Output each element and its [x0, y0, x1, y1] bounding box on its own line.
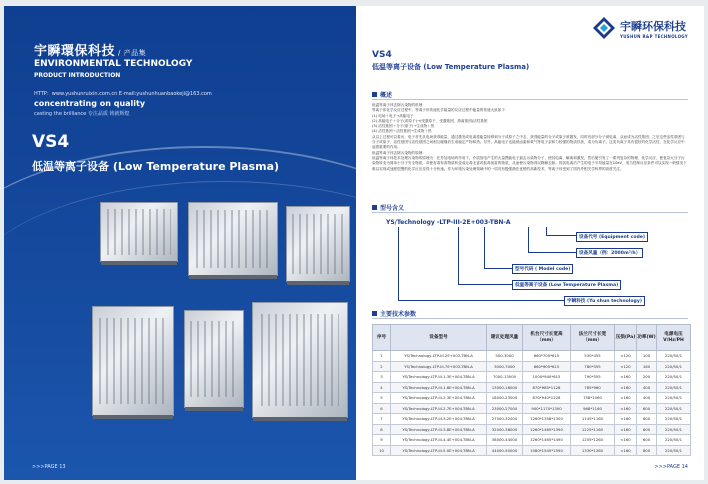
- table-cell: <160: [615, 393, 637, 404]
- table-cell: 900*1170*1300: [523, 403, 571, 414]
- tagline-en-1: ENVIRONMENTAL TECHNOLOGY: [34, 59, 193, 69]
- table-row: [373, 361, 691, 372]
- right-page: [356, 6, 704, 480]
- table-cell: 220/50/1: [657, 372, 691, 383]
- table-cell: YS/Technology-LTP-III-4.4E+004-TBN-A: [391, 435, 487, 446]
- section-square-icon: [372, 205, 377, 210]
- table-cell: 1580*1545*1590: [523, 445, 571, 456]
- product-image: [100, 202, 178, 262]
- contact-line: HTTP：www.yushunruixin.com.cn E-mail:yushunhuanbaokeji@163.com: [34, 91, 212, 97]
- section-square-icon: [372, 92, 377, 97]
- table-cell: 600: [637, 424, 657, 435]
- model-label-model-code: 型号代码 ( Model code): [512, 264, 573, 274]
- table-header-cell: 压损(Pa): [615, 325, 637, 351]
- table-cell: 1145*1160: [571, 414, 615, 425]
- table-cell: 13000-18000: [487, 382, 523, 393]
- table-cell: 220/50/1: [657, 414, 691, 425]
- company-name-cn: 宇瞬環保科技: [34, 44, 116, 59]
- table-cell: 27000-32000: [487, 414, 523, 425]
- table-cell: 800: [637, 445, 657, 456]
- table-cell: 3: [373, 372, 391, 383]
- overview-line: (3) 活性基团＋分子(原子)→生成物＋热: [372, 124, 435, 129]
- table-cell: <120: [615, 361, 637, 372]
- table-cell: YS/Technology-LTP-III-3.2E+004-TBN-A: [391, 414, 487, 425]
- table-cell: <160: [615, 403, 637, 414]
- logo-mark-icon: [592, 16, 616, 40]
- table-cell: 400: [637, 393, 657, 404]
- product-image: [188, 202, 278, 276]
- slogan-sub: casting the brilliance 专注品质 铸就辉煌: [34, 111, 130, 117]
- tagline-en-2: PRODUCT INTRODUCTION: [34, 72, 121, 79]
- table-header-cell: 建议处理风量: [487, 325, 523, 351]
- table-row: [373, 372, 691, 383]
- table-cell: 500-3000: [487, 351, 523, 362]
- page-number: >>>PAGE 13: [32, 464, 66, 470]
- table-cell: 530*455: [571, 351, 615, 362]
- section-divider: [372, 318, 688, 319]
- table-cell: 785*960: [571, 382, 615, 393]
- table-cell: 660*700*615: [523, 351, 571, 362]
- table-cell: 1260*1465*1490: [523, 435, 571, 446]
- table-cell: YS/Technology-LTP-III-1.8E+004-TBN-A: [391, 382, 487, 393]
- table-cell: 968*1160: [571, 403, 615, 414]
- table-cell: 38000-44000: [487, 435, 523, 446]
- product-code: VS4: [372, 50, 392, 60]
- table-cell: 1: [373, 351, 391, 362]
- overview-line: 低温等离子体去除污染物的机理：: [372, 103, 426, 107]
- table-cell: 100: [637, 351, 657, 362]
- table-cell: 600: [637, 435, 657, 446]
- table-cell: 758*1060: [571, 393, 615, 404]
- left-page: [4, 6, 356, 480]
- table-row: [373, 414, 691, 425]
- table-body: [373, 351, 691, 456]
- table-cell: 220/50/1: [657, 435, 691, 446]
- table-cell: 18000-23000: [487, 393, 523, 404]
- table-cell: 790*555: [571, 372, 615, 383]
- overview-text: [372, 103, 688, 172]
- product-code: VS4: [32, 132, 70, 152]
- table-cell: YS/Technology-LTP-III-2.3E+004-TBN-A: [391, 393, 487, 404]
- brochure-spread: [4, 6, 704, 480]
- section-model-heading: 型号含义: [372, 203, 404, 212]
- table-cell: 3000-7000: [487, 361, 523, 372]
- table-cell: 8: [373, 424, 391, 435]
- table-cell: YS/Technology-LTP-III-1.3E+004-TBN-A: [391, 372, 487, 383]
- table-cell: YS/Technology-LTP-III-5.0E+004-TBN-A: [391, 445, 487, 456]
- table-cell: YS/Technology-LTP-III-3.8E+004-TBN-A: [391, 424, 487, 435]
- product-image: [92, 306, 174, 416]
- table-row: [373, 351, 691, 362]
- table-cell: 5: [373, 393, 391, 404]
- section-divider: [372, 212, 688, 213]
- product-image: [184, 310, 244, 408]
- table-cell: 10: [373, 445, 391, 456]
- table-cell: 200: [637, 372, 657, 383]
- overview-line: (1) 电场＋电子→高能电子: [372, 113, 414, 118]
- table-cell: 2: [373, 361, 391, 372]
- table-cell: 6: [373, 403, 391, 414]
- table-cell: 600: [637, 414, 657, 425]
- table-cell: 9: [373, 435, 391, 446]
- table-cell: <120: [615, 351, 637, 362]
- table-cell: YS/Technology-LTP-III-7E+003-TBN-A: [391, 361, 487, 372]
- product-title: 低温等离子设备 (Low Temperature Plasma): [32, 160, 280, 173]
- product-title: 低温等离子设备 (Low Temperature Plasma): [372, 63, 530, 71]
- table-cell: 7000-13000: [487, 372, 523, 383]
- table-header-cell: 设备型号: [391, 325, 487, 351]
- product-image: [286, 206, 350, 282]
- table-cell: 1225*1160: [571, 424, 615, 435]
- company-name: [34, 40, 146, 59]
- table-cell: 160: [637, 361, 657, 372]
- table-row: [373, 403, 691, 414]
- model-code: YS/Technology -LTP-III-2E+003-TBN-A: [386, 219, 511, 226]
- table-header-row: [373, 325, 691, 351]
- model-label-brand: 宇瞬科技 (Yu shun technology): [564, 296, 645, 306]
- spec-table: [372, 324, 691, 456]
- overview-line: 从以上过程可以看出，电子首先从电场获得能量，通过激发或电离将能量转移到分子或原子之中去，获得能量的分子或原子被激发，同时有部分分子被电离，从而成为活性基团；之后这些活性基团与分子或原子、活性基团与活性基团之间相互碰撞后生成稳定产物和热。另外，高能电子也能被卤素和氧气等电子亲和力较强的物质俘获，成为负离子。这类负离子具有很好的化学活性，在化学反应中起着重要的作用。: [372, 134, 685, 150]
- table-cell: <160: [615, 414, 637, 425]
- product-image: [252, 302, 348, 418]
- table-cell: 220/50/1: [657, 393, 691, 404]
- table-cell: YS/Technology-LTP-III-2E+003-TBN-A: [391, 351, 487, 362]
- table-cell: 44000-50000: [487, 445, 523, 456]
- table-cell: 660*905*615: [523, 361, 571, 372]
- overview-line: 低温等离子体技术处理污染物的原理为：在外加电场的作用下，介质放电产生的大量携能电子轰击污染物分子，使其电离、解离和激发，然后便引发了一系列复杂的物理、化学反应，使复杂大分子污染物转变为简单小分子安全物质，或使有毒有害物质转变成无毒无害或低毒低害的物质，从而使污染物得以降解去除。因其电离后产生的电子平均能量在10eV，适当控制反应条件可以实现一般情况下难以实现或速度很慢的化学反应变得十分快速。作为环境污染处理领域中的一项具有极强潜在优势的高新技术，等离子体受到了国内外相关学科界的高度关注。: [372, 155, 687, 171]
- overview-line: (2) 高能电子＋分子(或原子)→(受激原子、受激基团、游离基团)活性基团: [372, 118, 488, 123]
- table-cell: 870*985*1128: [523, 382, 571, 393]
- table-cell: 400: [637, 382, 657, 393]
- table-cell: 1330*1260: [571, 445, 615, 456]
- table-cell: <160: [615, 424, 637, 435]
- table-cell: <160: [615, 382, 637, 393]
- table-cell: 600: [637, 403, 657, 414]
- table-row: [373, 424, 691, 435]
- section-overview-heading: 概述: [372, 90, 392, 99]
- table-cell: 1260*1465*1390: [523, 424, 571, 435]
- slogan: concentrating on quality: [34, 99, 146, 108]
- table-cell: 220/50/1: [657, 424, 691, 435]
- table-row: [373, 435, 691, 446]
- table-cell: 32000-38000: [487, 424, 523, 435]
- overview-line: 低温等离子体去除污染物的原理：: [372, 150, 426, 155]
- table-header-cell: 序号: [373, 325, 391, 351]
- table-cell: YS/Technology-LTP-III-2.7E+004-TBN-A: [391, 403, 487, 414]
- logo-name-cn: 宇瞬环保科技: [620, 19, 687, 33]
- table-cell: <160: [615, 372, 637, 383]
- table-cell: 220/50/1: [657, 361, 691, 372]
- table-header-cell: 机台尺寸长宽高（mm）: [523, 325, 571, 351]
- table-cell: 870*940*1228: [523, 393, 571, 404]
- table-cell: 220/50/1: [657, 351, 691, 362]
- page-number: >>>PAGE 14: [654, 464, 688, 470]
- overview-line: (4) 活性基团＋活性基团→生成物＋热: [372, 129, 432, 134]
- table-cell: <160: [615, 435, 637, 446]
- model-label-airflow: 设备风量（例：2000m³/h）: [576, 248, 643, 258]
- table-cell: 7: [373, 414, 391, 425]
- table-header-cell: 电源电压V/Hz/PH: [657, 325, 691, 351]
- model-label-equipment: 设备代号 (Equipment code): [576, 232, 648, 242]
- table-cell: 1255*1260: [571, 435, 615, 446]
- section-square-icon: [372, 311, 377, 316]
- table-cell: <160: [615, 445, 637, 456]
- table-cell: 4: [373, 382, 391, 393]
- table-cell: 220/50/1: [657, 403, 691, 414]
- company-suffix: / 产品集: [118, 49, 147, 57]
- table-cell: 1260*1358*1300: [523, 414, 571, 425]
- table-header-cell: 功率(W): [637, 325, 657, 351]
- table-row: [373, 445, 691, 456]
- table-cell: 23000-27000: [487, 403, 523, 414]
- table-cell: 780*555: [571, 361, 615, 372]
- section-params-heading: 主要技术参数: [372, 309, 416, 318]
- table-cell: 1000*940*615: [523, 372, 571, 383]
- logo-name-en: YUSHUN R&P TECHNOLOGY: [620, 33, 688, 39]
- table-cell: 220/50/1: [657, 382, 691, 393]
- table-cell: 220/50/1: [657, 445, 691, 456]
- table-header-cell: 法兰尺寸长宽（mm）: [571, 325, 615, 351]
- overview-line: 等离子体化学反应过程中，等离子体传递化学能量的反应过程中能量的传递大致如下：: [372, 108, 509, 113]
- table-row: [373, 393, 691, 404]
- section-divider: [372, 99, 688, 100]
- table-row: [373, 382, 691, 393]
- model-label-type: 低温等离子设备 (Low Temperature Plasma): [512, 280, 621, 290]
- company-logo: [592, 16, 688, 40]
